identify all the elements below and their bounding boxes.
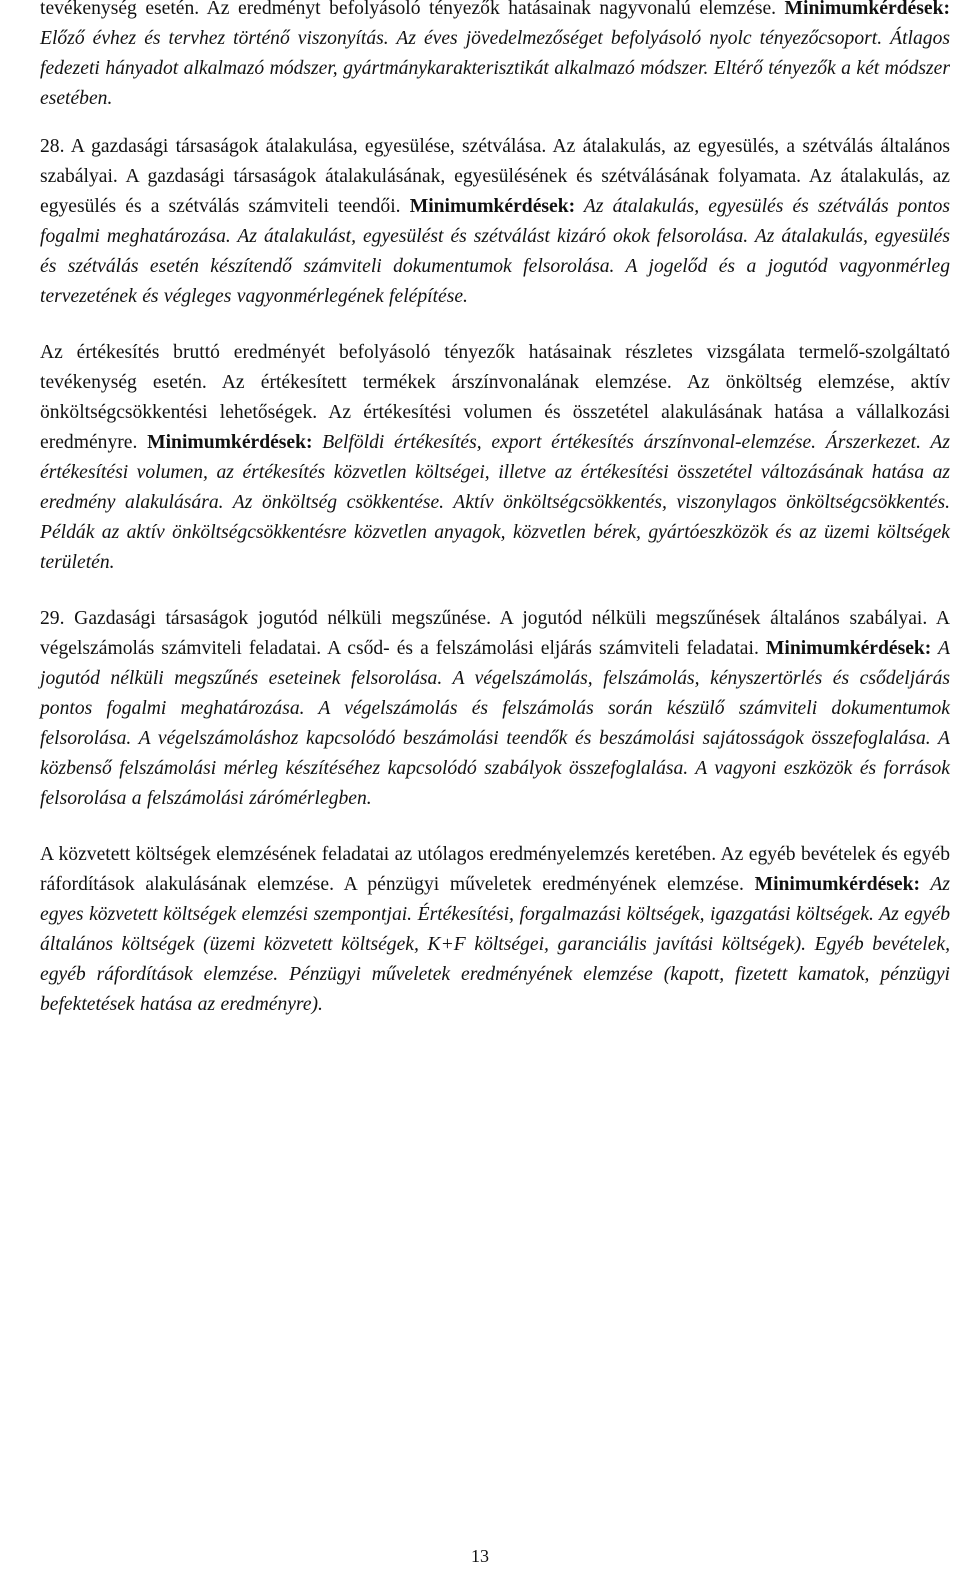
minimum-questions-label: Minimumkérdések: [147, 432, 313, 453]
paragraph-text: A közvetett költségek elemzésének feladatai az utólagos eredményelemzés keretében. Az egyéb bevételek és egyéb ráfordítások alakulásának elemzése. A pénzügyi műveletek eredményének elemzése. [40, 844, 950, 895]
minimum-questions-label: Minimumkérdések: [409, 196, 576, 217]
paragraph-block0 [40, 0, 950, 114]
item-29 [40, 604, 950, 814]
minimum-questions-text: Az egyes közvetett költségek elemzési szempontjai. Értékesítési, forgalmazási költségek, igazgatási költségek. Az egyéb általános költségek (üzemi közvetett költségek, K+F költségei, garanciális javítási költségek). Egyéb bevételek, egyéb ráfordítások elemzése. Pénzügyi műveletek eredményének elemzése (kapott, fizetett kamatok, pénzügyi befektetések hatása az eredményre). [40, 874, 950, 1015]
minimum-questions-text: A jogutód nélküli megszűnés eseteinek felsorolása. A végelszámolás, felszámolás, kényszertörlés és csődeljárás pontos fogalmi meghatározása. A végelszámolás és felszámolás során készülő számviteli dokumentumok felsorolása. A végelszámoláshoz kapcsolódó beszámolási teendők és beszámolási sajátosságok összefoglalása. A közbenső felszámolási mérleg készítéséhez kapcsolódó szabályok összefoglalása. A vagyoni eszközök és források felsorolása a felszámolási zárómérlegben. [40, 638, 950, 809]
minimum-questions-text: Belföldi értékesítés, export értékesítés árszínvonal-elemzése. Árszerkezet. Az értékesítési volumen, az értékesítés közvetlen költségei, illetve az értékesítési összetétel változásának hatása az eredmény alakulására. Az önköltség csökkentése. Aktív önköltségcsökkentés, viszonylagos önköltségcsökkentés. Példák az aktív önköltségcsökkentésre közvetlen anyagok, közvetlen bérek, gyártóeszközök és az üzemi költségek területén. [40, 432, 950, 573]
document-page [40, 0, 950, 1020]
item-number: 28. [40, 136, 65, 157]
item-heading-text: A gazdasági társaságok átalakulása, egyesülése, szétválása. Az átalakulás, az egyesülés, a szétválás általános szabályai. A gazdasági társaságok átalakulásának, egyesülésének és szétválásának folyamata. Az átalakulás, az egyesülés és a szétválás számviteli teendői. [40, 136, 950, 217]
item-heading-text: Gazdasági társaságok jogutód nélküli megszűnése. A jogutód nélküli megszűnések általános szabályai. A végelszámolás számviteli feladatai. A csőd- és a felszámolási eljárás számviteli feladatai. [40, 608, 950, 659]
paragraph-costs [40, 840, 950, 1020]
minimum-questions-text: Előző évhez és tervhez történő viszonyítás. Az éves jövedelmezőséget befolyásoló nyolc tényezőcsoport. Átlagos fedezeti hányadot alkalmazó módszer, gyártmánykarakterisztikát alkalmazó módszer. Eltérő tényezők a két módszer esetében. [40, 28, 950, 109]
minimum-questions-label: Minimumkérdések: [784, 0, 950, 19]
minimum-questions-label: Minimumkérdések: [754, 874, 921, 895]
minimum-questions-label: Minimumkérdések: [765, 638, 932, 659]
item-number: 29. [40, 608, 65, 629]
minimum-questions-text: Az átalakulás, egyesülés és szétválás pontos fogalmi meghatározása. Az átalakulást, egyesülést és szétválást kizáró okok felsorolása. Az átalakulás, egyesülés és szétválás esetén készítendő számviteli dokumentumok felsorolása. A jogelőd és a jogutód vagyonmérleg tervezetének és végleges vagyonmérlegének felépítése. [40, 196, 950, 307]
item-28 [40, 132, 950, 312]
paragraph-text: Az értékesítés bruttó eredményét befolyásoló tényezők hatásainak részletes vizsgálata termelő-szolgáltató tevékenység esetén. Az értékesített termékek árszínvonalának elemzése. Az önköltség elemzése, aktív önköltségcsökkentési lehetőségek. Az értékesítési volumen és összetétel alakulásának hatása a vállalkozási eredményre. [40, 342, 950, 453]
paragraph-sales [40, 338, 950, 578]
page-number: 13 [471, 1546, 489, 1566]
paragraph-text: tevékenység esetén. Az eredményt befolyásoló tényezők hatásainak nagyvonalú elemzése. [40, 0, 777, 19]
